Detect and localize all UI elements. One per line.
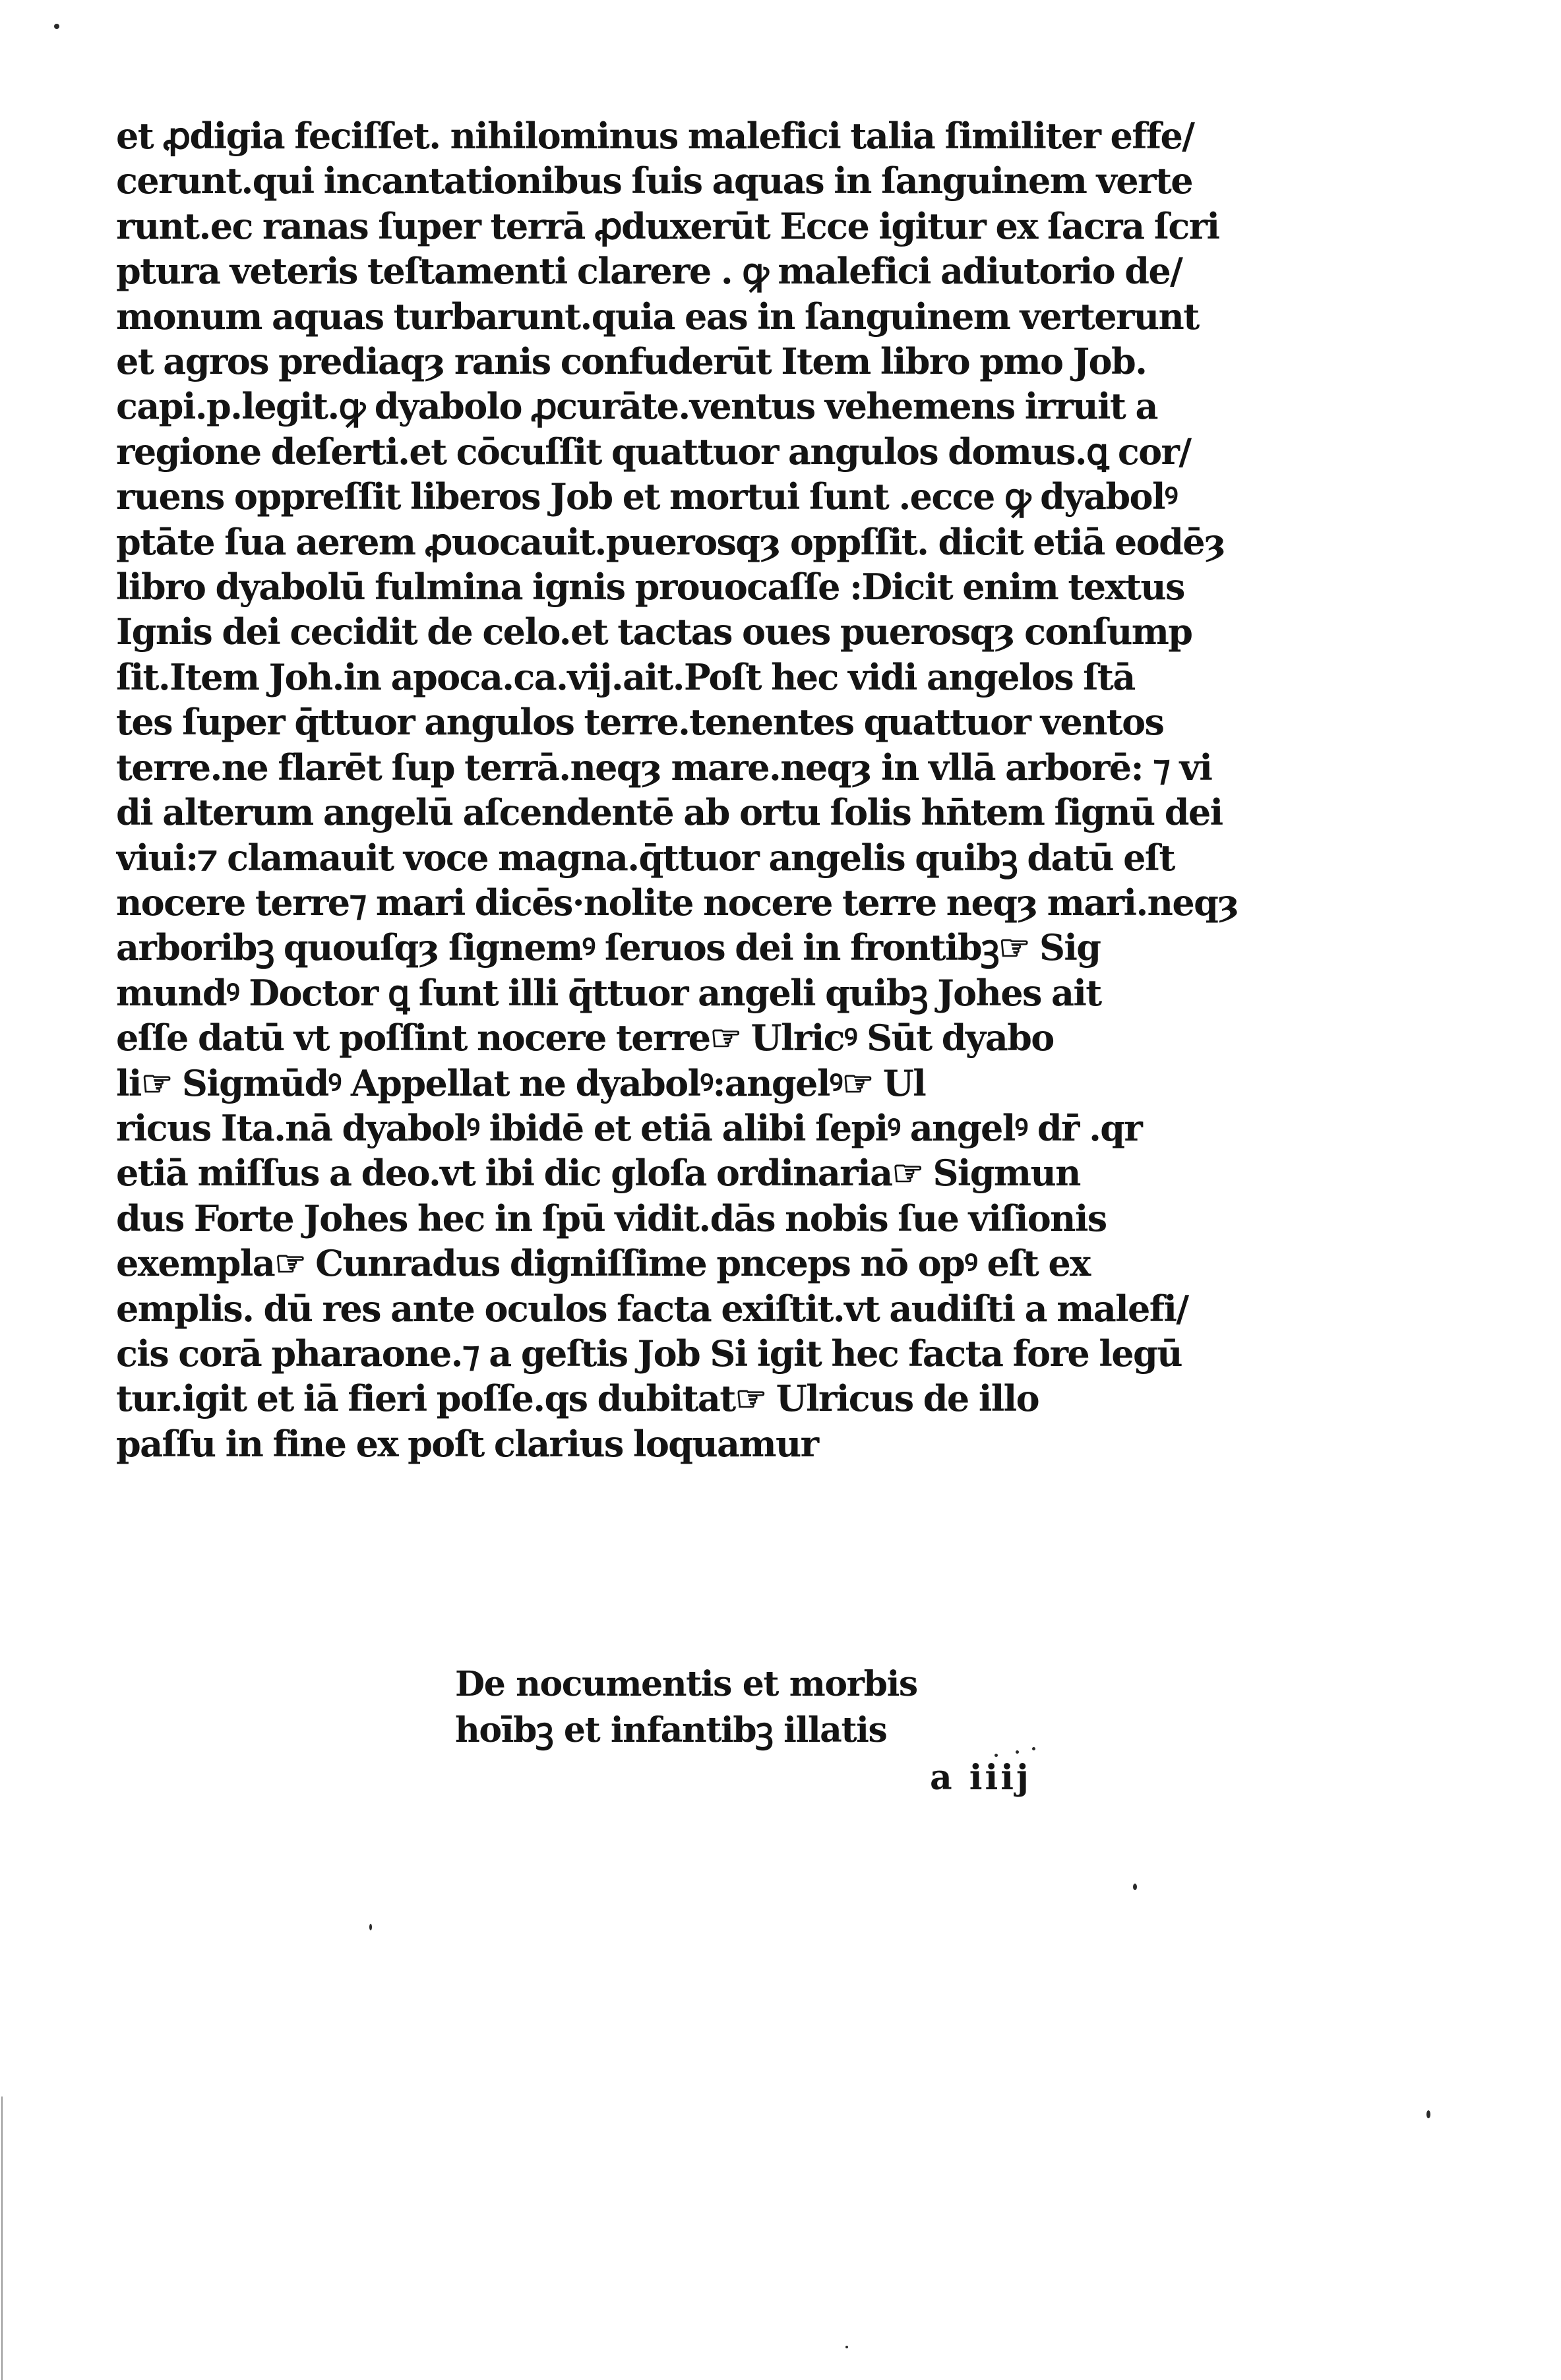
text-line: exempla☞ Cunradus digniſſime pnceps nō opꝰ eſt ex bbox=[116, 1242, 1090, 1285]
heading-line-1: De nocumentis et morbis bbox=[455, 1664, 917, 1704]
text-line: tur.igit et iā fieri poſſe.qs dubitat☞ Ulricus de illo bbox=[116, 1377, 1039, 1420]
text-line: tes ſuper q̄ttuor angulos terre.tenentes quattuor ventos bbox=[116, 701, 1164, 744]
ink-speck bbox=[1133, 1884, 1137, 1890]
ink-speck bbox=[369, 1924, 372, 1930]
text-line: terre.ne flarēt ſup terrā.neqȝ mare.neqȝ in vllā arborē: ⁊ vi bbox=[116, 746, 1212, 788]
text-line: libro dyabolū fulmina ignis prouocaſſe :Dicit enim textus bbox=[116, 566, 1184, 609]
ink-speck bbox=[995, 1754, 998, 1757]
text-line: nocere terre⁊ mari dicēs·nolite nocere terre neqȝ mari.neqȝ bbox=[116, 881, 1239, 924]
text-line: eſſe datū vt poſſint nocere terre☞ Ulricꝰ Sūt dyabo bbox=[116, 1017, 1054, 1059]
signature-mark: a iiij bbox=[930, 1758, 1031, 1798]
heading-line-2: hoībꝫ et infantibꝫ illatis bbox=[455, 1710, 887, 1750]
ink-speck bbox=[845, 2346, 848, 2348]
text-line: arboribꝫ quouſqȝ ſignemꝰ ſeruos dei in frontibꝫ☞ Sig bbox=[116, 926, 1101, 969]
text-line: ruens oppreſſit liberos Job et mortui ſunt .ecce ꝙ dyabolꝰ bbox=[116, 475, 1177, 518]
text-line: ptura veteris teſtamenti clarere . ꝙ malefici adiutorio de/ bbox=[116, 250, 1182, 293]
text-line: li☞ Sigmūdꝰ Appellat ne dyabolꝰ:angelꝰ☞ Ul bbox=[116, 1061, 926, 1104]
text-line: dus Forte Johes hec in ſpū vidit.dās nobis ſue viſionis bbox=[116, 1197, 1107, 1239]
ink-speck bbox=[1032, 1747, 1035, 1750]
text-line: et agros prediaqȝ ranis confuderūt Item libro pmo Job. bbox=[116, 340, 1147, 383]
text-line: mundꝰ Doctor ꝗ ſunt illi q̄ttuor angeli quibꝫ Johes ait bbox=[116, 971, 1101, 1014]
main-text-block bbox=[116, 113, 1290, 1466]
text-line: cerunt.qui incantationibus ſuis aquas in ſanguinem verte bbox=[116, 160, 1193, 202]
text-line: paſſu in fine ex poſt clarius loquamur bbox=[116, 1422, 818, 1465]
text-line: capi.p.legit.ꝙ dyabolo ꝓcurāte.ventus vehemens irruit a bbox=[116, 385, 1157, 428]
text-line: regione deſerti.et cōcuſſit quattuor angulos domus.ꝗ cor/ bbox=[116, 430, 1191, 473]
ink-speck bbox=[54, 24, 59, 29]
text-line: cis corā pharaone.⁊ a geſtis Job Si igit hec facta fore legū bbox=[116, 1332, 1182, 1375]
text-line: etiā miſſus a deo.vt ibi dic gloſa ordinaria☞ Sigmun bbox=[116, 1152, 1080, 1195]
text-line: ricus Ita.nā dyabolꝰ ibidē et etiā alibi ſepiꝰ angelꝰ dr̄ .qr bbox=[116, 1106, 1142, 1149]
chapter-heading bbox=[455, 1661, 1115, 1754]
ink-speck bbox=[1016, 1750, 1019, 1754]
text-line: viui:⁊ clamauit voce magna.q̄ttuor angelis quibꝫ datū eſt bbox=[116, 836, 1175, 879]
text-line: di alterum angelū aſcendentē ab ortu ſolis hn̄tem ſignū dei bbox=[116, 791, 1223, 834]
text-line: et ꝓdigia feciſſet. nihilominus malefici talia ſimiliter effe/ bbox=[116, 115, 1194, 157]
text-line: ptāte ſua aerem ꝓuocauit.puerosqȝ oppſſit. dicit etiā eodēȝ bbox=[116, 520, 1225, 563]
page-edge-shadow bbox=[1, 2097, 3, 2380]
text-line: emplis. dū res ante oculos facta exiſtit.vt audiſti a malefi/ bbox=[116, 1287, 1188, 1330]
text-line: Ignis dei cecidit de celo.et tactas oues puerosqȝ conſump bbox=[116, 610, 1192, 653]
text-line: ſit.Item Joh.in apoca.ca.vij.ait.Poſt hec vidi angelos ſtā bbox=[116, 655, 1135, 698]
text-line: runt.ec ranas ſuper terrā ꝓduxerūt Ecce igitur ex ſacra ſcri bbox=[116, 204, 1219, 247]
ink-speck bbox=[1426, 2110, 1430, 2118]
text-line: monum aquas turbarunt.quia eas in ſanguinem verterunt bbox=[116, 295, 1199, 338]
